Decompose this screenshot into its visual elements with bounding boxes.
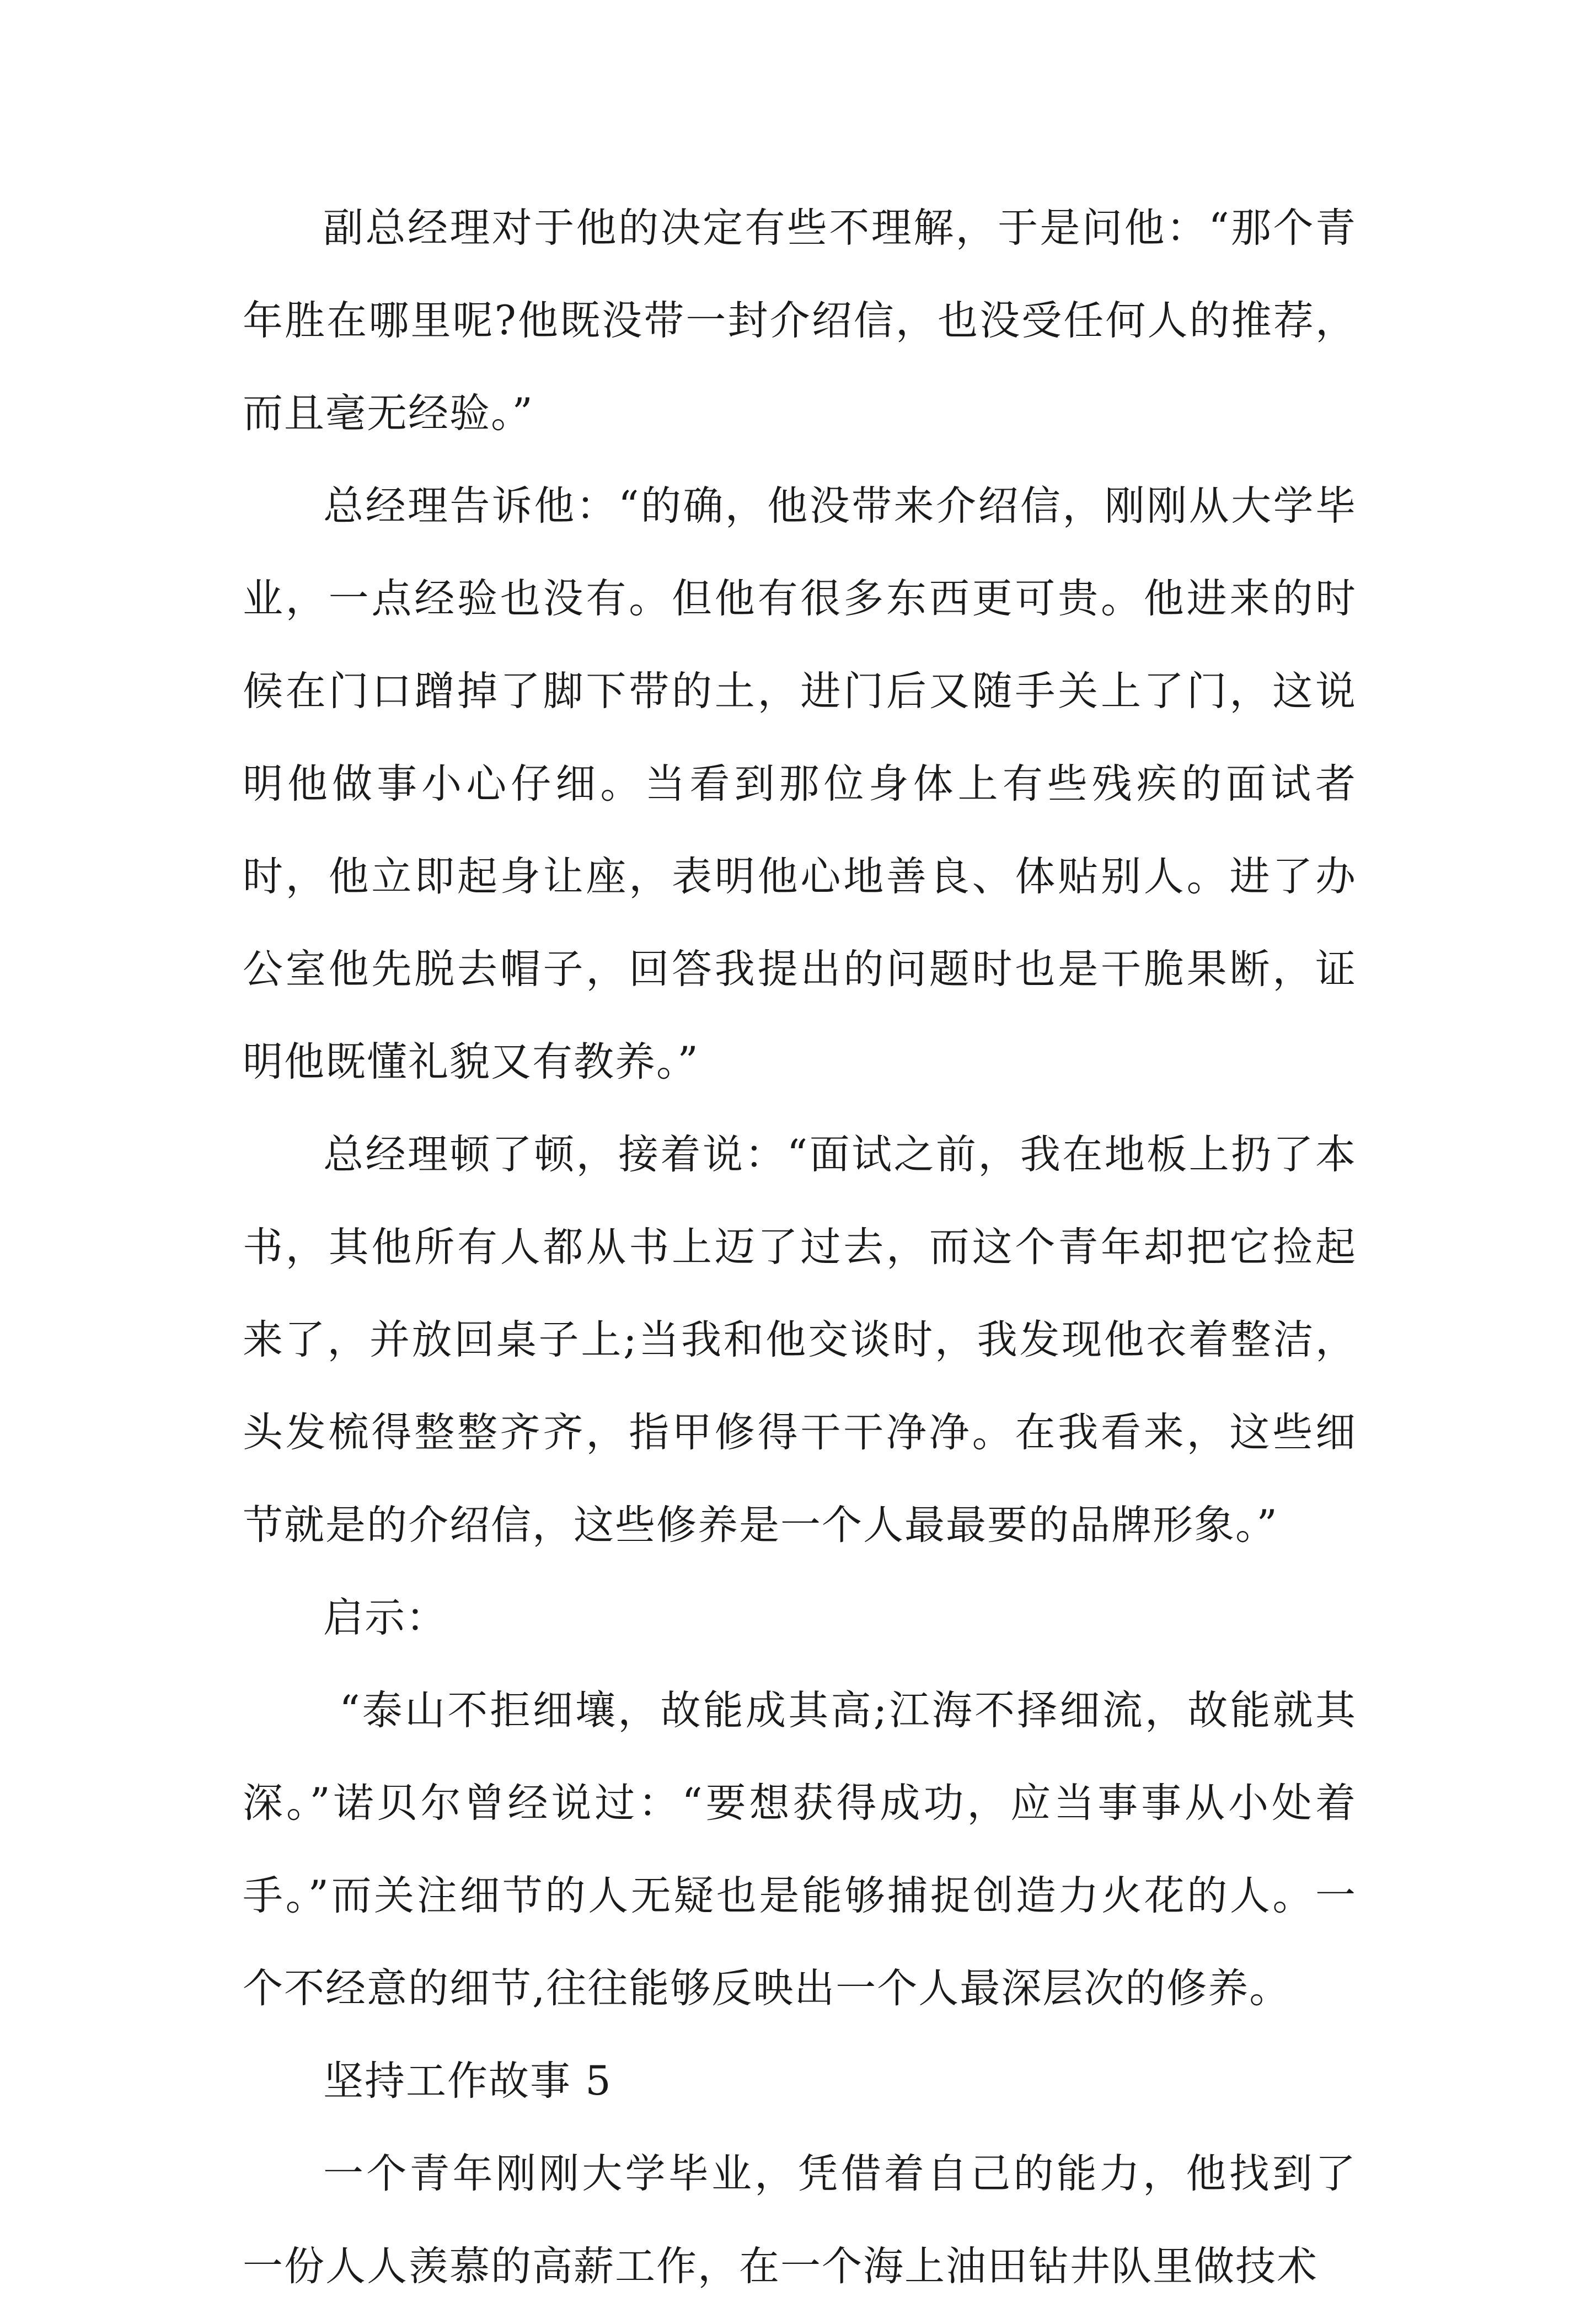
document-body [243,182,1357,2313]
paragraph-5: “泰山不拒细壤，故能成其高;江海不择细流，故能就其深。”诺贝尔曾经说过：“要想获得成功，应当事事从小处着手。”而关注细节的人无疑也是能够捕捉创造力火花的人。一个不经意的细节,往往能够反映出一个人最深层次的修养。 [243,1687,1357,2012]
paragraph-4-heading-insight: 启示： [323,1594,447,1641]
paragraph-1: 副总经理对于他的决定有些不理解，于是问他：“那个青年胜在哪里呢?他既没带一封介绍信，也没受任何人的推荐，而且毫无经验。” [243,205,1357,437]
section-title: 坚持工作故事 5 [323,2058,612,2105]
paragraph-3: 总经理顿了顿，接着说：“面试之前，我在地板上扔了本书，其他所有人都从书上迈了过去，而这个青年却把它捡起来了，并放回桌子上;当我和他交谈时，我发现他衣着整洁，头发梳得整整齐齐，指甲修得干干净净。在我看来，这些细节就是的介绍信，这些修养是一个人最最要的品牌形象。” [243,1131,1357,1549]
paragraph-2: 总经理告诉他：“的确，他没带来介绍信，刚刚从大学毕业，一点经验也没有。但他有很多东西更可贵。他进来的时候在门口蹭掉了脚下带的土，进门后又随手关上了门，这说明他做事小心仔细。当看到那位身体上有些残疾的面试者时，他立即起身让座，表明他心地善良、体贴别人。进了办公室他先脱去帽子，回答我提出的问题时也是干脆果断，证明他既懂礼貌又有教养。” [243,483,1357,1085]
paragraph-7: 一个青年刚刚大学毕业，凭借着自己的能力，他找到了一份人人羡慕的高薪工作，在一个海上油田钻井队里做技术 [243,2150,1357,2290]
